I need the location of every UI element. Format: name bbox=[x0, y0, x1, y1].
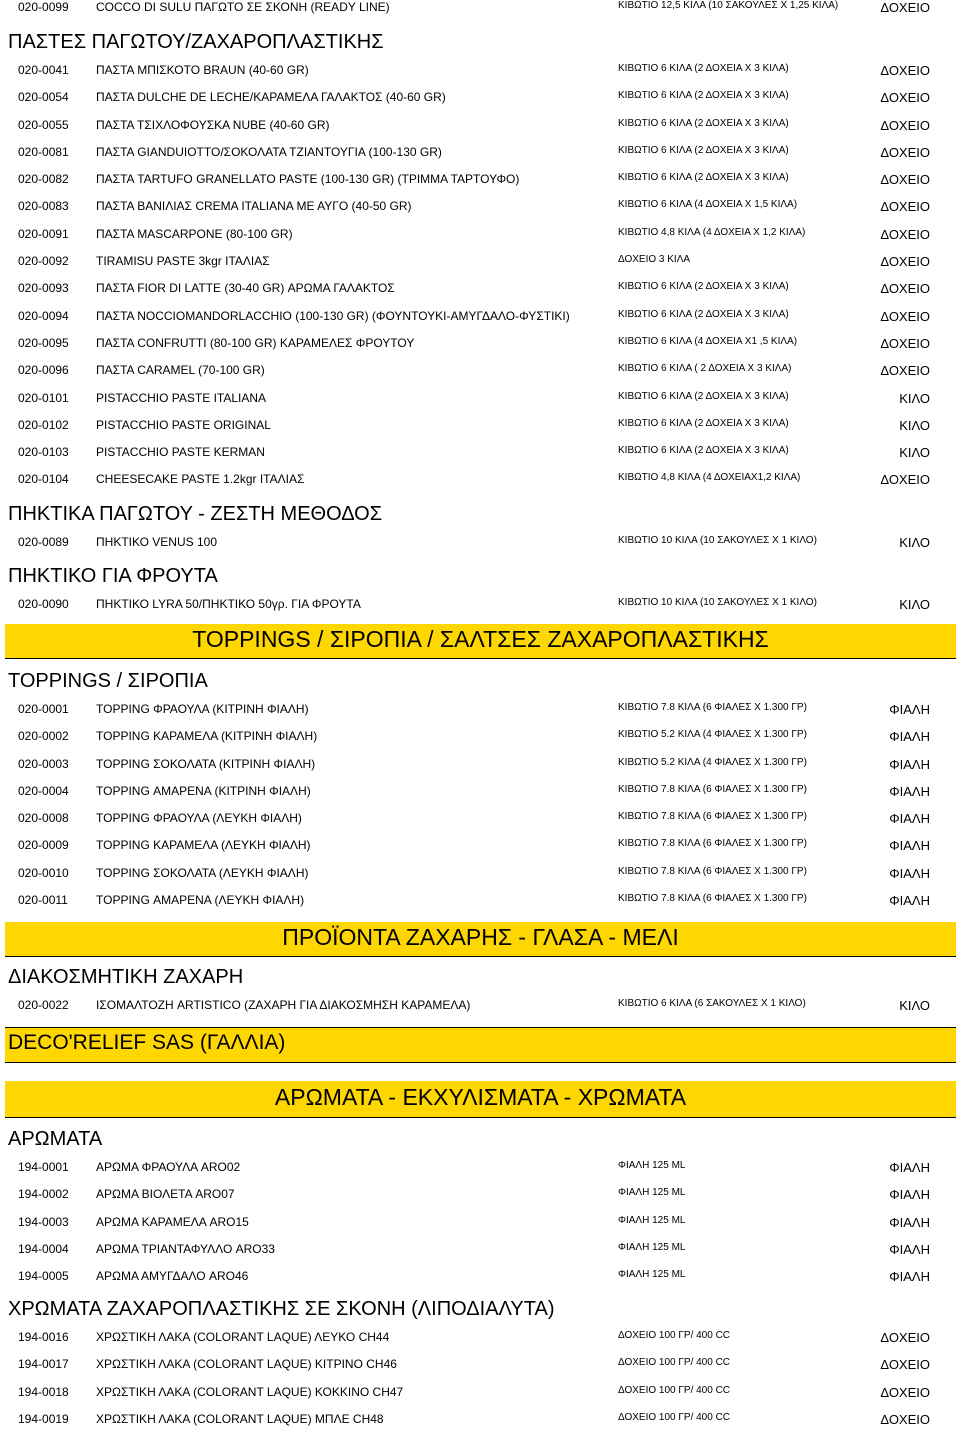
item-packaging: ΚΙΒΩΤΙΟ 5.2 ΚΙΛΑ (4 ΦΙΑΛΕΣ Χ 1.300 ΓΡ) bbox=[618, 729, 807, 741]
item-packaging: ΚΙΒΩΤΙΟ 7.8 ΚΙΛΑ (6 ΦΙΑΛΕΣ Χ 1.300 ΓΡ) bbox=[618, 865, 807, 877]
table-row bbox=[0, 0, 960, 21]
supplier-banner bbox=[5, 1027, 956, 1063]
section-title: ΠΗΚΤΙΚΟ ΓΙΑ ΦΡΟΥΤΑ bbox=[8, 565, 218, 587]
item-unit: ΔΟΧΕΙΟ bbox=[880, 335, 930, 351]
item-packaging: ΚΙΒΩΤΙΟ 6 ΚΙΛΑ (4 ΔΟΧΕΙΑ Χ 1,5 ΚΙΛΑ) bbox=[618, 199, 798, 211]
item-description: ΙΣΟΜΑΛΤΟΖΗ ARTISTICO (ΖΑΧΑΡΗ ΓΙΑ ΔΙΑΚΟΣΜΗΣΗ ΚΑΡΑΜΕΛΑ) bbox=[96, 998, 471, 1012]
item-packaging: ΚΙΒΩΤΙΟ 10 ΚΙΛΑ (10 ΣΑΚΟΥΛΕΣ Χ 1 ΚΙΛΟ) bbox=[618, 597, 817, 608]
item-description: ΠΑΣΤΑ CARAMEL (70-100 GR) bbox=[96, 363, 265, 378]
item-code: 020-0104 bbox=[18, 472, 69, 487]
item-packaging: ΔΟΧΕΙΟ 100 ΓΡ/ 400 CC bbox=[618, 1330, 731, 1341]
section-colors bbox=[0, 1294, 960, 1433]
item-packaging: ΦΙΑΛΗ 125 ML bbox=[618, 1241, 686, 1253]
banner-title: ΠΡΟΪΟΝΤΑ ΖΑΧΑΡΗΣ - ΓΛΑΣΑ - ΜΕΛΙ bbox=[282, 924, 679, 950]
table-row bbox=[0, 751, 960, 778]
item-code: 020-0008 bbox=[18, 811, 69, 826]
item-description: TOPPING ΦΡΑΟΥΛΑ (ΚΙΤΡΙΝΗ ΦΙΑΛΗ) bbox=[96, 702, 309, 716]
item-packaging: ΚΙΒΩΤΙΟ 6 ΚΙΛΑ (2 ΔΟΧΕΙΑ Χ 3 ΚΙΛΑ) bbox=[618, 445, 789, 457]
item-packaging: ΚΙΒΩΤΙΟ 6 ΚΙΛΑ (2 ΔΟΧΕΙΑ Χ 3 ΚΙΛΑ) bbox=[618, 90, 789, 102]
item-unit: ΦΙΑΛΗ bbox=[889, 729, 930, 745]
item-description: ΑΡΩΜΑ ΑΜΥΓΔΑΛΟ ARO46 bbox=[96, 1269, 249, 1284]
item-unit: ΚΙΛΟ bbox=[899, 390, 930, 406]
item-packaging: ΚΙΒΩΤΙΟ 10 ΚΙΛΑ (10 ΣΑΚΟΥΛΕΣ Χ 1 ΚΙΛΟ) bbox=[618, 535, 817, 546]
table-row bbox=[0, 1236, 960, 1263]
item-code: 020-0090 bbox=[18, 597, 69, 611]
item-packaging: ΚΙΒΩΤΙΟ 6 ΚΙΛΑ (2 ΔΟΧΕΙΑ Χ 3 ΚΙΛΑ) bbox=[618, 390, 789, 402]
item-code: 020-0095 bbox=[18, 335, 69, 350]
item-unit: ΔΟΧΕΙΟ bbox=[880, 1411, 930, 1427]
item-description: PISTACCHIO PASTE ITALIANA bbox=[96, 390, 267, 405]
item-description: TOPPING ΣΟΚΟΛΑΤΑ (ΛΕΥΚΗ ΦΙΑΛΗ) bbox=[96, 865, 309, 880]
item-description: ΑΡΩΜΑ ΦΡΑΟΥΛΑ ARO02 bbox=[96, 1160, 241, 1174]
item-unit: ΔΟΧΕΙΟ bbox=[880, 472, 930, 488]
item-packaging: ΚΙΒΩΤΙΟ 6 ΚΙΛΑ (2 ΔΟΧΕΙΑ Χ 3 ΚΙΛΑ) bbox=[618, 172, 789, 184]
item-unit: ΦΙΑΛΗ bbox=[889, 1160, 930, 1175]
item-description: ΠΑΣΤΑ GIANDUIOTTO/ΣΟΚΟΛΑΤΑ ΤΖΙΑΝΤΟΥΓΙΑ (100-130 GR) bbox=[96, 144, 442, 159]
table-row bbox=[0, 723, 960, 750]
table-row bbox=[0, 139, 960, 166]
item-description: ΧΡΩΣΤΙΚΗ ΛΑΚΑ (COLORANT LAQUE) ΛΕΥΚΟ CH44 bbox=[96, 1330, 390, 1344]
item-packaging: ΚΙΒΩΤΙΟ 6 ΚΙΛΑ (2 ΔΟΧΕΙΑ Χ 3 ΚΙΛΑ) bbox=[618, 281, 789, 293]
item-unit: ΚΙΛΟ bbox=[899, 597, 930, 612]
item-description: ΠΗΚΤΙΚΟ VENUS 100 bbox=[96, 535, 218, 549]
item-code: 020-0009 bbox=[18, 838, 69, 853]
category-banner-aromas bbox=[5, 1081, 956, 1118]
table-row bbox=[0, 860, 960, 887]
item-description: ΠΑΣΤΑ ΒΑΝΙΛΙΑΣ CREMA ITALIANA ΜΕ ΑΥΓΟ (40-50 GR) bbox=[96, 199, 412, 214]
item-unit: ΦΙΑΛΗ bbox=[889, 783, 930, 799]
item-description: ΠΑΣΤΑ NOCCIOMANDORLACCHIO (100-130 GR) (ΦΟΥΝΤΟΥΚΙ-ΑΜΥΓΔΑΛΟ-ΦΥΣΤΙΚΙ) bbox=[96, 308, 570, 323]
section-stabilizers-fruit bbox=[0, 561, 960, 618]
item-code: 020-0011 bbox=[18, 893, 68, 908]
item-unit: ΦΙΑΛΗ bbox=[889, 811, 930, 827]
item-unit: ΔΟΧΕΙΟ bbox=[880, 254, 930, 270]
item-code: 020-0099 bbox=[18, 0, 69, 14]
item-description: ΑΡΩΜΑ ΒΙΟΛΕΤΑ ARO07 bbox=[96, 1187, 235, 1202]
item-description: CHEESECAKE PASTE 1.2kgr ΙΤΑΛΙΑΣ bbox=[96, 472, 305, 487]
table-row bbox=[0, 1406, 960, 1433]
item-code: 020-0094 bbox=[18, 308, 69, 323]
section-title: ΠΗΚΤΙΚΑ ΠΑΓΩΤΟΥ - ΖΕΣΤΗ ΜΕΘΟΔΟΣ bbox=[8, 503, 383, 525]
item-code: 020-0041 bbox=[18, 63, 69, 77]
item-packaging: ΚΙΒΩΤΙΟ 6 ΚΙΛΑ (6 ΣΑΚΟΥΛΕΣ Χ 1 ΚΙΛΟ) bbox=[618, 998, 806, 1009]
table-row bbox=[0, 248, 960, 275]
item-description: TOPPING ΦΡΑΟΥΛΑ (ΛΕΥΚΗ ΦΙΑΛΗ) bbox=[96, 811, 302, 826]
item-list bbox=[0, 992, 960, 1019]
item-code: 020-0102 bbox=[18, 417, 69, 432]
item-code: 020-0010 bbox=[18, 865, 69, 880]
table-row bbox=[0, 1154, 960, 1181]
section-title: ΠΑΣΤΕΣ ΠΑΓΩΤΟΥ/ΖΑΧΑΡΟΠΛΑΣΤΙΚΗΣ bbox=[8, 31, 384, 53]
item-unit: ΔΟΧΕΙΟ bbox=[880, 117, 930, 133]
item-code: 020-0004 bbox=[18, 783, 69, 798]
table-row bbox=[0, 412, 960, 439]
item-code: 194-0004 bbox=[18, 1241, 69, 1256]
item-code: 020-0089 bbox=[18, 535, 69, 549]
item-code: 020-0003 bbox=[18, 756, 69, 771]
table-row bbox=[0, 805, 960, 832]
item-list bbox=[0, 57, 960, 494]
item-code: 020-0082 bbox=[18, 172, 69, 187]
item-list bbox=[0, 529, 960, 556]
item-packaging: ΔΟΧΕΙΟ 100 ΓΡ/ 400 CC bbox=[618, 1411, 731, 1423]
table-row bbox=[0, 84, 960, 111]
item-unit: ΔΟΧΕΙΟ bbox=[880, 308, 930, 324]
category-banner-toppings bbox=[5, 624, 956, 659]
item-unit: ΔΟΧΕΙΟ bbox=[880, 63, 930, 78]
item-unit: ΦΙΑΛΗ bbox=[889, 1187, 930, 1203]
table-row bbox=[0, 1351, 960, 1378]
item-description: PISTACCHIO PASTE ORIGINAL bbox=[96, 417, 271, 432]
item-unit: ΔΟΧΕΙΟ bbox=[880, 1357, 930, 1373]
section-toppings bbox=[0, 666, 960, 914]
item-code: 020-0002 bbox=[18, 729, 69, 744]
item-description: ΠΑΣΤΑ DULCHE DE LECHE/ΚΑΡΑΜΕΛΑ ΓΑΛΑΚΤΟΣ (40-60 GR) bbox=[96, 90, 446, 105]
item-packaging: ΔΟΧΕΙΟ 3 ΚΙΛΑ bbox=[618, 254, 691, 266]
item-unit: ΦΙΑΛΗ bbox=[889, 1269, 930, 1285]
table-row bbox=[0, 193, 960, 220]
item-packaging: ΚΙΒΩΤΙΟ 6 ΚΙΛΑ (4 ΔΟΧΕΙΑ Χ1 ,5 ΚΙΛΑ) bbox=[618, 335, 798, 347]
item-code: 194-0018 bbox=[18, 1384, 69, 1399]
item-code: 020-0055 bbox=[18, 117, 69, 132]
section-title: ΑΡΩΜΑΤΑ bbox=[8, 1128, 103, 1150]
item-code: 194-0003 bbox=[18, 1214, 69, 1229]
table-row bbox=[0, 887, 960, 914]
supplier-title: DECO'RELIEF SAS (ΓΑΛΛΙΑ) bbox=[8, 1031, 286, 1054]
item-packaging: ΚΙΒΩΤΙΟ 6 ΚΙΛΑ (2 ΔΟΧΕΙΑ Χ 3 ΚΙΛΑ) bbox=[618, 417, 789, 429]
item-unit: ΦΙΑΛΗ bbox=[889, 838, 930, 854]
item-description: TOPPING ΑΜΑΡΕΝΑ (ΛΕΥΚΗ ΦΙΑΛΗ) bbox=[96, 893, 305, 908]
table-row bbox=[0, 466, 960, 493]
item-code: 020-0081 bbox=[18, 144, 69, 159]
item-description: COCCO DI SULU ΠΑΓΩΤΟ ΣΕ ΣΚΟΝΗ (READY LINE) bbox=[96, 0, 390, 14]
item-packaging: ΦΙΑΛΗ 125 ML bbox=[618, 1269, 686, 1281]
item-description: ΠΑΣΤΑ TARTUFO GRANELLATO PASTE (100-130 GR) (ΤΡΙΜΜΑ ΤΑΡΤΟΥΦΟ) bbox=[96, 172, 520, 187]
banner-title: ΑΡΩΜΑΤΑ - ΕΚΧΥΛΙΣΜΑΤΑ - ΧΡΩΜΑΤΑ bbox=[274, 1084, 687, 1110]
item-code: 020-0054 bbox=[18, 90, 69, 105]
item-unit: ΔΟΧΕΙΟ bbox=[880, 281, 930, 297]
item-packaging: ΔΟΧΕΙΟ 100 ΓΡ/ 400 CC bbox=[618, 1357, 731, 1369]
item-code: 020-0103 bbox=[18, 445, 69, 460]
table-row bbox=[0, 1324, 960, 1351]
item-unit: ΔΟΧΕΙΟ bbox=[880, 144, 930, 160]
table-row bbox=[0, 57, 960, 84]
item-packaging: ΦΙΑΛΗ 125 ML bbox=[618, 1160, 686, 1171]
table-row bbox=[0, 303, 960, 330]
item-packaging: ΚΙΒΩΤΙΟ 6 ΚΙΛΑ ( 2 ΔΟΧΕΙΑ Χ 3 ΚΙΛΑ) bbox=[618, 363, 792, 375]
item-unit: ΚΙΛΟ bbox=[899, 998, 930, 1013]
table-row bbox=[0, 1263, 960, 1290]
item-unit: ΔΟΧΕΙΟ bbox=[880, 0, 930, 15]
table-row bbox=[0, 439, 960, 466]
category-banner-sugar bbox=[5, 922, 956, 957]
item-description: TOPPING ΑΜΑΡΕΝΑ (ΚΙΤΡΙΝΗ ΦΙΑΛΗ) bbox=[96, 783, 311, 798]
item-packaging: ΚΙΒΩΤΙΟ 7.8 ΚΙΛΑ (6 ΦΙΑΛΕΣ Χ 1.300 ΓΡ) bbox=[618, 702, 807, 713]
section-decorative-sugar bbox=[0, 962, 960, 1019]
item-list bbox=[0, 696, 960, 914]
item-code: 194-0017 bbox=[18, 1357, 69, 1372]
table-row bbox=[0, 1181, 960, 1208]
item-unit: ΦΙΑΛΗ bbox=[889, 865, 930, 881]
top-row-block bbox=[0, 0, 960, 21]
table-row bbox=[0, 832, 960, 859]
item-packaging: ΦΙΑΛΗ 125 ML bbox=[618, 1214, 686, 1226]
item-description: ΠΑΣΤΑ MASCARPONE (80-100 GR) bbox=[96, 226, 293, 241]
banner-title: TOPPINGS / ΣΙΡΟΠΙΑ / ΣΑΛΤΣΕΣ ΖΑΧΑΡΟΠΛΑΣΤΙΚΗΣ bbox=[192, 626, 769, 652]
item-unit: ΚΙΛΟ bbox=[899, 535, 930, 550]
table-row bbox=[0, 1209, 960, 1236]
item-unit: ΔΟΧΕΙΟ bbox=[880, 363, 930, 379]
item-description: ΠΑΣΤΑ ΜΠΙΣΚΟΤΟ BRAUN (40-60 GR) bbox=[96, 63, 309, 77]
item-description: TIRAMISU PASTE 3kgr ΙΤΑΛΙΑΣ bbox=[96, 254, 270, 269]
item-list bbox=[0, 1324, 960, 1433]
section-title: ΧΡΩΜΑΤΑ ΖΑΧΑΡΟΠΛΑΣΤΙΚΗΣ ΣΕ ΣΚΟΝΗ (ΛΙΠΟΔΙΑΛΥΤΑ) bbox=[8, 1298, 555, 1320]
table-row bbox=[0, 357, 960, 384]
item-unit: ΔΟΧΕΙΟ bbox=[880, 90, 930, 106]
item-packaging: ΚΙΒΩΤΙΟ 6 ΚΙΛΑ (2 ΔΟΧΕΙΑ Χ 3 ΚΙΛΑ) bbox=[618, 117, 789, 129]
item-packaging: ΚΙΒΩΤΙΟ 7.8 ΚΙΛΑ (6 ΦΙΑΛΕΣ Χ 1.300 ΓΡ) bbox=[618, 783, 807, 795]
item-description: ΑΡΩΜΑ ΚΑΡΑΜΕΛΑ ARO15 bbox=[96, 1214, 249, 1229]
item-code: 020-0101 bbox=[18, 390, 69, 405]
item-packaging: ΚΙΒΩΤΙΟ 6 ΚΙΛΑ (2 ΔΟΧΕΙΑ Χ 3 ΚΙΛΑ) bbox=[618, 144, 789, 156]
item-unit: ΦΙΑΛΗ bbox=[889, 893, 930, 909]
table-row bbox=[0, 696, 960, 723]
section-title: TOPPINGS / ΣΙΡΟΠΙΑ bbox=[8, 670, 208, 692]
item-unit: ΔΟΧΕΙΟ bbox=[880, 1330, 930, 1345]
item-description: ΠΗΚΤΙΚΟ LYRA 50/ΠΗΚΤΙΚΟ 50γρ. ΓΙΑ ΦΡΟΥΤΑ bbox=[96, 597, 361, 611]
item-list bbox=[0, 591, 960, 618]
section-stabilizers-hot bbox=[0, 499, 960, 556]
item-packaging: ΚΙΒΩΤΙΟ 7.8 ΚΙΛΑ (6 ΦΙΑΛΕΣ Χ 1.300 ΓΡ) bbox=[618, 893, 807, 905]
item-packaging: ΚΙΒΩΤΙΟ 12,5 ΚΙΛΑ (10 ΣΑΚΟΥΛΕΣ Χ 1,25 ΚΙΛΑ) bbox=[618, 0, 839, 11]
table-row bbox=[0, 1379, 960, 1406]
item-packaging: ΚΙΒΩΤΙΟ 4,8 ΚΙΛΑ (4 ΔΟΧΕΙΑΧ1,2 ΚΙΛΑ) bbox=[618, 472, 801, 484]
item-packaging: ΚΙΒΩΤΙΟ 6 ΚΙΛΑ (2 ΔΟΧΕΙΑ Χ 3 ΚΙΛΑ) bbox=[618, 63, 789, 74]
table-row bbox=[0, 992, 960, 1019]
item-unit: ΔΟΧΕΙΟ bbox=[880, 199, 930, 215]
table-row bbox=[0, 275, 960, 302]
item-description: ΠΑΣΤΑ FIOR DI LATTE (30-40 GR) ΑΡΩΜΑ ΓΑΛΑΚΤΟΣ bbox=[96, 281, 395, 296]
item-description: ΧΡΩΣΤΙΚΗ ΛΑΚΑ (COLORANT LAQUE) ΜΠΛΕ CH48 bbox=[96, 1411, 384, 1426]
item-description: ΧΡΩΣΤΙΚΗ ΛΑΚΑ (COLORANT LAQUE) ΚΙΤΡΙΝΟ CH46 bbox=[96, 1357, 397, 1372]
item-unit: ΚΙΛΟ bbox=[899, 445, 930, 461]
item-code: 194-0002 bbox=[18, 1187, 69, 1202]
table-row bbox=[0, 221, 960, 248]
item-description: ΠΑΣΤΑ CONFRUTTI (80-100 GR) ΚΑΡΑΜΕΛΕΣ ΦΡΟΥΤΟΥ bbox=[96, 335, 415, 350]
item-code: 020-0001 bbox=[18, 702, 69, 716]
item-unit: ΦΙΑΛΗ bbox=[889, 702, 930, 717]
item-description: ΠΑΣΤΑ ΤΣΙΧΛΟΦΟΥΣΚΑ NUBE (40-60 GR) bbox=[96, 117, 330, 132]
item-code: 194-0016 bbox=[18, 1330, 69, 1344]
table-row bbox=[0, 778, 960, 805]
item-description: PISTACCHIO PASTE KERMAN bbox=[96, 445, 265, 460]
table-row bbox=[0, 591, 960, 618]
section-title: ΔΙΑΚΟΣΜΗΤΙΚΗ ΖΑΧΑΡΗ bbox=[8, 966, 244, 988]
item-packaging: ΚΙΒΩΤΙΟ 4,8 ΚΙΛΑ (4 ΔΟΧΕΙΑ Χ 1,2 ΚΙΛΑ) bbox=[618, 226, 806, 238]
item-unit: ΔΟΧΕΙΟ bbox=[880, 1384, 930, 1400]
item-code: 194-0001 bbox=[18, 1160, 69, 1174]
table-row bbox=[0, 529, 960, 556]
item-packaging: ΚΙΒΩΤΙΟ 6 ΚΙΛΑ (2 ΔΟΧΕΙΑ Χ 3 ΚΙΛΑ) bbox=[618, 308, 789, 320]
item-unit: ΦΙΑΛΗ bbox=[889, 756, 930, 772]
item-code: 020-0091 bbox=[18, 226, 69, 241]
item-packaging: ΔΟΧΕΙΟ 100 ΓΡ/ 400 CC bbox=[618, 1384, 731, 1396]
table-row bbox=[0, 330, 960, 357]
item-code: 020-0092 bbox=[18, 254, 69, 269]
item-description: TOPPING ΣΟΚΟΛΑΤΑ (ΚΙΤΡΙΝΗ ΦΙΑΛΗ) bbox=[96, 756, 316, 771]
table-row bbox=[0, 112, 960, 139]
item-list bbox=[0, 1154, 960, 1290]
item-code: 020-0083 bbox=[18, 199, 69, 214]
item-code: 194-0005 bbox=[18, 1269, 69, 1284]
item-description: ΑΡΩΜΑ ΤΡΙΑΝΤΑΦΥΛΛΟ ARO33 bbox=[96, 1241, 275, 1256]
item-description: TOPPING ΚΑΡΑΜΕΛΑ (ΚΙΤΡΙΝΗ ΦΙΑΛΗ) bbox=[96, 729, 318, 744]
section-aromas bbox=[0, 1124, 960, 1290]
item-unit: ΔΟΧΕΙΟ bbox=[880, 172, 930, 188]
item-unit: ΦΙΑΛΗ bbox=[889, 1241, 930, 1257]
item-code: 194-0019 bbox=[18, 1411, 69, 1426]
item-packaging: ΦΙΑΛΗ 125 ML bbox=[618, 1187, 686, 1199]
section-pastes bbox=[0, 27, 960, 494]
item-packaging: ΚΙΒΩΤΙΟ 7.8 ΚΙΛΑ (6 ΦΙΑΛΕΣ Χ 1.300 ΓΡ) bbox=[618, 838, 807, 850]
item-description: ΧΡΩΣΤΙΚΗ ΛΑΚΑ (COLORANT LAQUE) ΚΟΚΚΙΝΟ CH47 bbox=[96, 1384, 404, 1399]
item-description: TOPPING ΚΑΡΑΜΕΛΑ (ΛΕΥΚΗ ΦΙΑΛΗ) bbox=[96, 838, 311, 853]
item-unit: ΔΟΧΕΙΟ bbox=[880, 226, 930, 242]
item-unit: ΦΙΑΛΗ bbox=[889, 1214, 930, 1230]
item-packaging: ΚΙΒΩΤΙΟ 7.8 ΚΙΛΑ (6 ΦΙΑΛΕΣ Χ 1.300 ΓΡ) bbox=[618, 811, 807, 823]
item-unit: ΚΙΛΟ bbox=[899, 417, 930, 433]
item-code: 020-0022 bbox=[18, 998, 69, 1012]
table-row bbox=[0, 166, 960, 193]
item-code: 020-0096 bbox=[18, 363, 69, 378]
item-code: 020-0093 bbox=[18, 281, 69, 296]
table-row bbox=[0, 385, 960, 412]
item-packaging: ΚΙΒΩΤΙΟ 5.2 ΚΙΛΑ (4 ΦΙΑΛΕΣ Χ 1.300 ΓΡ) bbox=[618, 756, 807, 768]
